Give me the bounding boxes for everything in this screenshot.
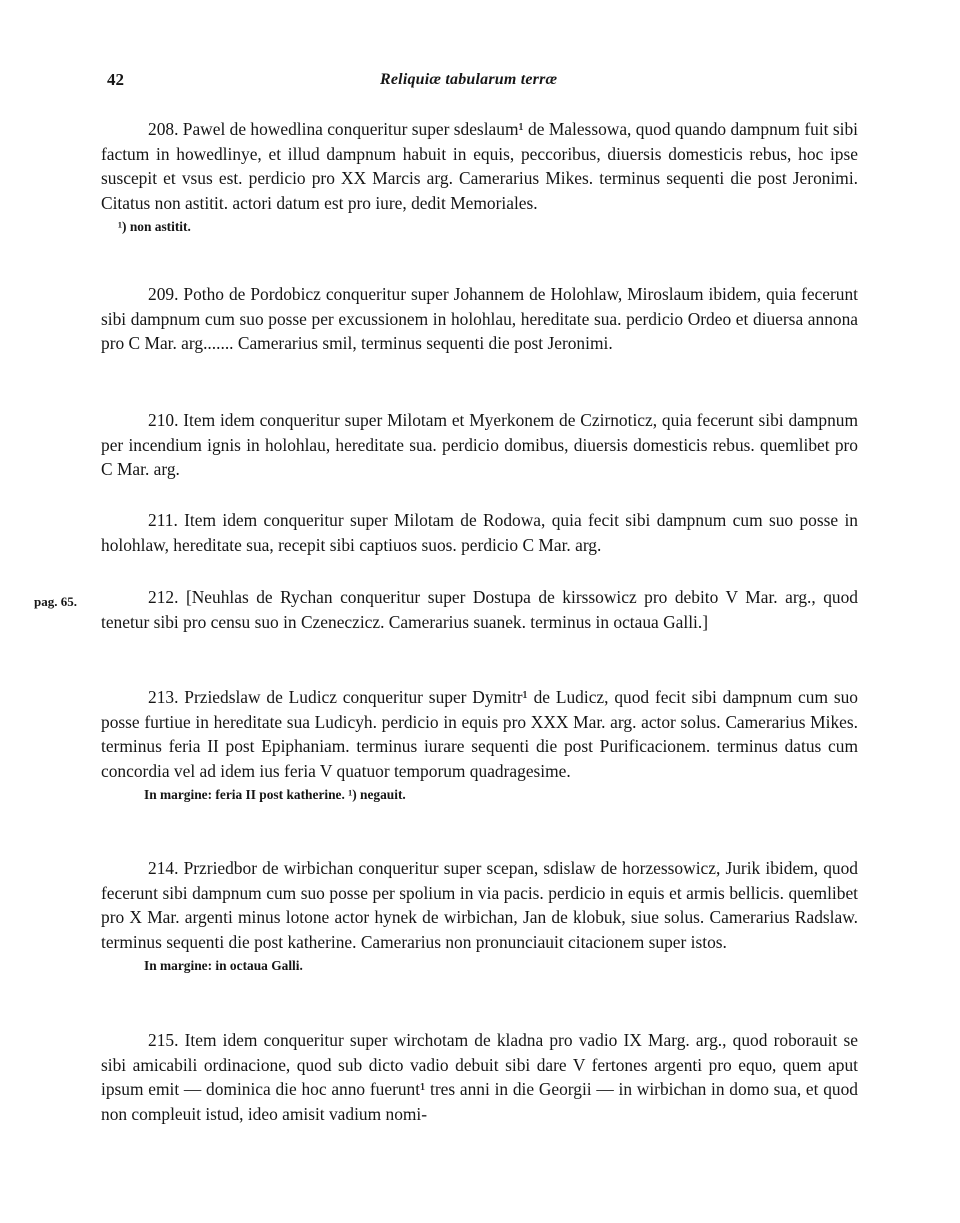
entry-213 [101, 685, 858, 804]
entry-text: 214. Przriedbor de wirbichan conqueritur super scepan, sdislaw de horzessowicz, Jurik ibidem, quod fecerunt sibi dampnum cum suo posse per spolium in via pacis. perdicio in equis et armis bellicis. quemlibet pro X Mar. argenti minus lotone actor hynek de wirbichan, Jan de klobuk, siue solus. Camerarius Radslaw. terminus sequenti die post katherine. Camerarius non pronunciauit citacionem super istos. [101, 858, 858, 953]
running-head: Reliquiæ tabularum terræ [380, 71, 558, 88]
entry-210 [101, 408, 858, 482]
entry-214 [101, 856, 858, 975]
entry-text: 213. Prziedslaw de Ludicz conqueritur super Dymitr¹ de Ludicz, quod fecit sibi dampnum cum suo posse furtiue in hereditate sua Ludicyh. perdicio in equis pro XXX Mar. arg. actor solus. Camerarius Mikes. terminus feria II post Epiphaniam. terminus iurare sequenti die post Purificacionem. terminus datus cum concordia vel ad idem ius feria V quatuor temporum quadragesime. [101, 687, 858, 782]
entry-215 [101, 1028, 858, 1127]
entry-text: 215. Item idem conqueritur super wirchotam de kladna pro vadio IX Marg. arg., quod roborauit se sibi amicabili ordinacione, quod sub dicto vadio debuit sibi dare V fertones argenti pro equo, quem aput ipsum emit — dominica die hoc anno fuerunt¹ tres anni in die Georgii — in wirbichan in domo sua, et quod non compleuit istud, ideo amisit vadium nomi- [101, 1030, 858, 1125]
entry-text: 208. Pawel de howedlina conqueritur super sdeslaum¹ de Malessowa, quod quando dampnum fuit sibi factum in howedlinye, et illud dampnum habuit in equis, peccoribus, diuersis domesticis rebus, hoc ipse suscepit et vsus est. perdicio pro XX Marcis arg. Camerarius Mikes. terminus sequenti die post Jeronimi. Citatus non astitit. actori datum est pro iure, dedit Memoriales. [101, 119, 858, 214]
entry-text: 211. Item idem conqueritur super Milotam de Rodowa, quia fecit sibi dampnum cum suo posse in holohlaw, hereditate sua, recepit sibi captiuos suos. perdicio C Mar. arg. [101, 510, 858, 555]
margin-page-reference: pag. 65. [34, 594, 77, 609]
entry-209 [101, 282, 858, 356]
entry-text: 209. Potho de Pordobicz conqueritur super Johannem de Holohlaw, Miroslaum ibidem, quia fecerunt sibi dampnum cum suo posse per excussionem in holohlau, hereditate sua. perdicio Ordeo et diuersa annona pro C Mar. arg....... Camerarius smil, terminus sequenti die post Jeronimi. [101, 284, 858, 354]
entry-text: 210. Item idem conqueritur super Milotam et Myerkonem de Czirnoticz, quia fecerunt sibi dampnum per incendium ignis in holohlau, hereditate sua. perdicio domibus, diuersis domesticis rebus. quemlibet pro C Mar. arg. [101, 410, 858, 480]
entry-208 [101, 117, 858, 236]
margin-annotation: In margine: in octaua Galli. [144, 957, 303, 973]
entry-211 [101, 508, 858, 557]
page-number: 42 [107, 70, 124, 89]
footnote: ¹) non astitit. [118, 218, 191, 234]
entry-212 [101, 585, 858, 634]
margin-annotation: In margine: feria II post katherine. ¹) negauit. [144, 786, 406, 802]
entry-text: 212. [Neuhlas de Rychan conqueritur super Dostupa de kirssowicz pro debito V Mar. arg., quod tenetur sibi pro censu suo in Czeneczicz. Camerarius suanek. terminus in octaua Galli.] [101, 587, 858, 632]
